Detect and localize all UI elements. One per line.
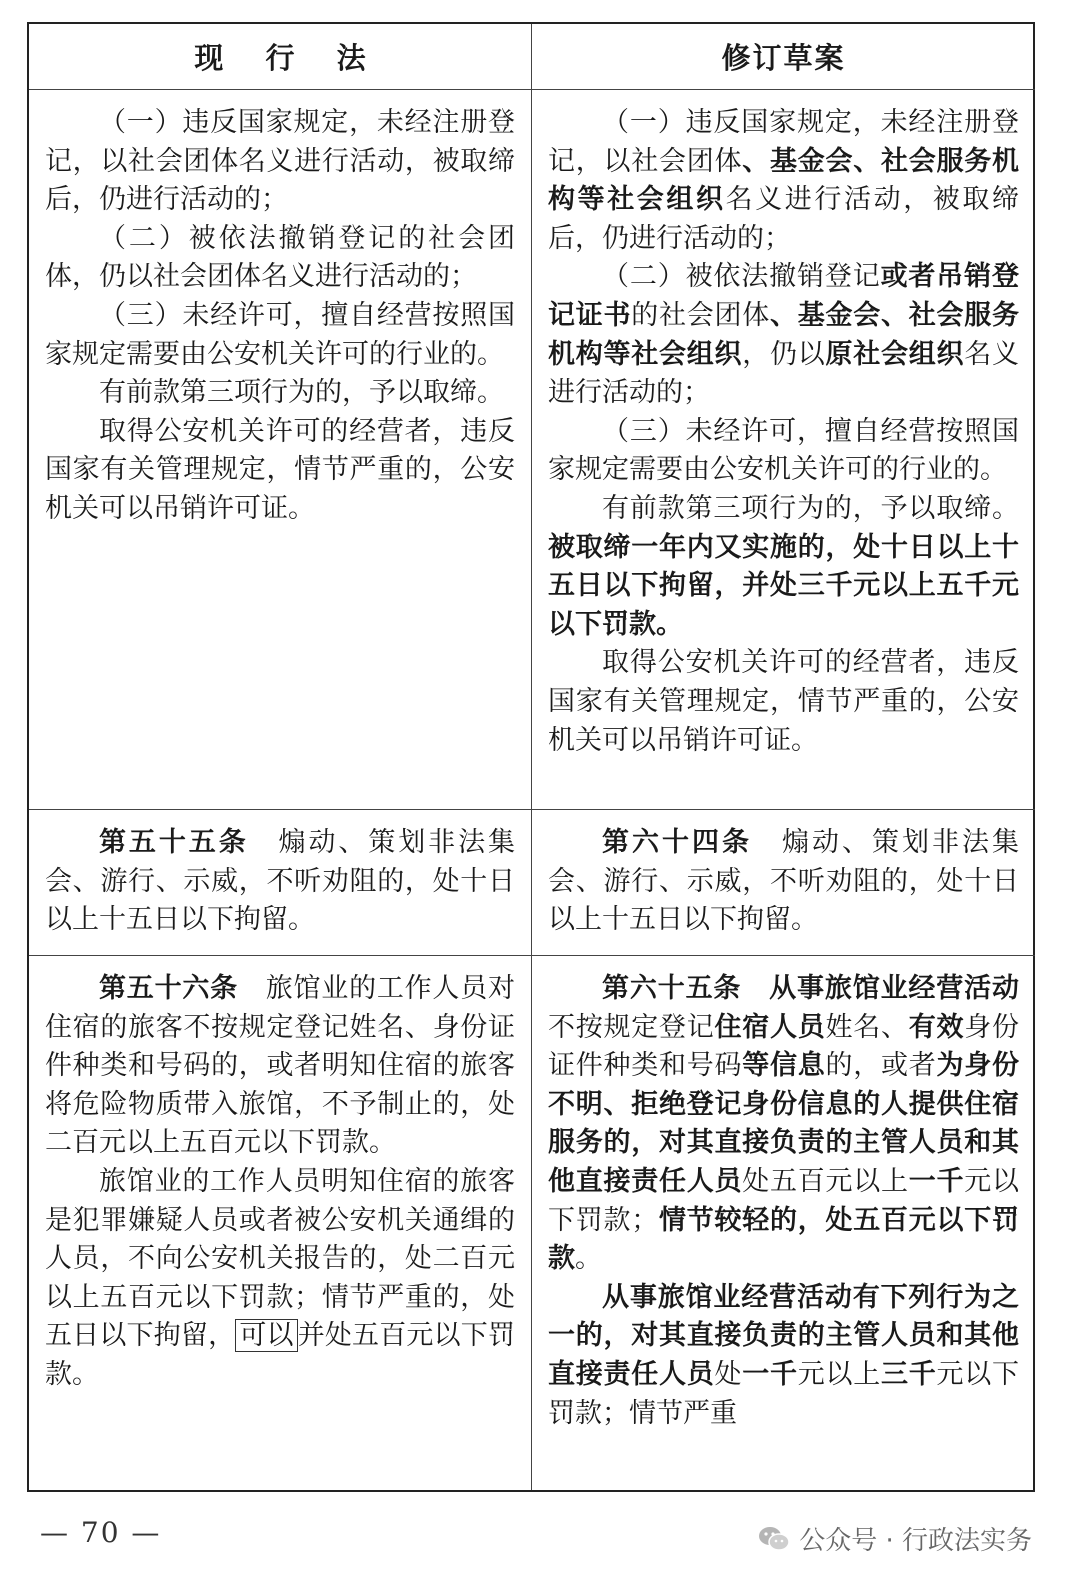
text-run: （三）未经许可，擅自经营按照国家规定需要由公安机关许可的行业的。 [45, 299, 515, 370]
paragraph [45, 413, 515, 529]
paragraph [548, 104, 1019, 258]
text-run: 名义进行活动的； [548, 338, 1019, 409]
text-run: 有前款第三项行为的，予以取缔。 [602, 492, 1019, 524]
watermark-text: 公众号 · 行政法实务 [799, 1526, 1032, 1556]
text-run: 名义进行活动，被取缔后，仍进行活动的； [548, 184, 1020, 254]
paragraph [548, 824, 1019, 940]
text-run: 元以下罚款； [548, 1165, 1019, 1236]
wechat-watermark [757, 1520, 1032, 1557]
text-run: 的社会团体 [631, 299, 770, 331]
bold-text: 第六十五条 从事旅馆业经营活动 [602, 973, 1019, 1004]
row1-current-law [29, 90, 532, 810]
bold-text: 从事旅馆业经营活动有下列行为之一的，对其直接负责的主管人员和其他直接责任人员 [548, 1281, 1019, 1390]
text-run: 处 [714, 1358, 743, 1390]
paragraph [548, 413, 1019, 490]
bold-text: 一千 [908, 1165, 965, 1197]
row2-revised-draft [532, 810, 1035, 956]
bold-text: 或者吊销登记证书 [548, 261, 1020, 331]
bold-text: 第六十四条 [602, 827, 752, 858]
bold-text: 有效 [908, 1011, 965, 1043]
text-run: 元以上 [797, 1358, 881, 1390]
bold-text: 住宿人员 [714, 1011, 826, 1043]
bold-text: 三千 [881, 1358, 937, 1390]
bold-text: 原社会组织 [825, 338, 965, 370]
paragraph [548, 644, 1019, 760]
paragraph [45, 374, 515, 413]
row3-revised-draft [532, 956, 1035, 1490]
text-run: 姓名、 [825, 1011, 909, 1043]
text-run: ，仍以 [742, 338, 826, 370]
header-current-law: 现 行 法 [29, 24, 532, 90]
paragraph [45, 220, 515, 297]
row1-revised-draft [532, 90, 1035, 810]
paragraph [548, 258, 1019, 412]
bold-text: 、基金会、社会服务机构等社会组织 [548, 145, 1019, 216]
text-run: 处五百元以上 [742, 1165, 909, 1197]
paragraph [45, 1163, 515, 1395]
row3-current-law [29, 956, 532, 1490]
text-run: 煽动、策划非法集会、游行、示威，不听劝阻的，处十日以上十五日以下拘留。 [548, 827, 1019, 936]
text-run: （一）违反国家规定，未经注册登记，以社会团体名义进行活动，被取缔后，仍进行活动的； [45, 107, 515, 216]
comparison-table [27, 22, 1035, 1492]
text-run: 身份证件种类和号码 [548, 1011, 1019, 1082]
boxed-text: 可以 [235, 1319, 297, 1352]
paragraph [548, 490, 1019, 644]
bold-text: 第五十六条 [99, 973, 238, 1004]
row2-current-law [29, 810, 532, 956]
bold-text: 等信息 [742, 1050, 826, 1082]
page-number: — 70 — [40, 1516, 162, 1549]
text-run: 的，或者 [825, 1050, 937, 1082]
text-run: 有前款第三项行为的，予以取缔。 [99, 377, 504, 409]
text-run: 取得公安机关许可的经营者，违反国家有关管理规定，情节严重的，公安机关可以吊销许可证。 [45, 415, 515, 524]
text-run: 。 [575, 1243, 602, 1275]
bold-text: 为身份不明、拒绝登记身份信息的人提供住宿服务的，对其直接负责的主管人员和其他直接责任人员 [548, 1050, 1019, 1197]
paragraph [45, 970, 515, 1163]
bold-text: 被取缔一年内又实施的，处十日以上十五日以下拘留，并处三千元以上五千元以下罚款。 [548, 531, 1019, 640]
text-run: 煽动、策划非法集会、游行、示威，不听劝阻的，处十日以上十五日以下拘留。 [45, 827, 516, 936]
text-run: （一）违反国家规定，未经注册登记，以社会团体 [548, 107, 1019, 177]
paragraph [45, 297, 515, 374]
text-run: 旅馆业的工作人员对住宿的旅客不按规定登记姓名、身份证件种类和号码的，或者明知住宿的旅客将危险物质带入旅馆，不予制止的，处二百元以上五百元以下罚款。 [45, 973, 516, 1159]
text-run: （二）被依法撤销登记 [602, 261, 881, 293]
bold-text: 一千 [742, 1358, 798, 1390]
text-run: （二）被依法撤销登记的社会团体，仍以社会团体名义进行活动的； [45, 222, 515, 293]
text-run: 元以下罚款；情节严重 [548, 1358, 1019, 1429]
page-footer [0, 1508, 1080, 1568]
text-run: 并处五百元以下罚款。 [45, 1320, 515, 1390]
text-run: 不按规定登记 [548, 1011, 715, 1043]
header-revised-draft: 修订草案 [532, 24, 1035, 90]
bold-text: 、基金会、社会服务机构等社会组织 [548, 299, 1019, 370]
wechat-logo-icon [757, 1525, 791, 1553]
bold-text: 情节较轻的，处五百元以下罚款 [548, 1204, 1019, 1275]
paragraph [45, 824, 515, 940]
paragraph [45, 104, 515, 220]
paragraph [548, 1279, 1019, 1433]
bold-text: 第五十五条 [99, 827, 249, 858]
text-run: 取得公安机关许可的经营者，违反国家有关管理规定，情节严重的，公安机关可以吊销许可证。 [548, 647, 1019, 756]
text-run: 旅馆业的工作人员明知住宿的旅客是犯罪嫌疑人员或者被公安机关通缉的人员，不向公安机关报告的，处二百元以上五百元以下罚款；情节严重的，处五日以下拘留， [45, 1165, 515, 1352]
paragraph [548, 970, 1019, 1279]
text-run: （三）未经许可，擅自经营按照国家规定需要由公安机关许可的行业的。 [548, 415, 1019, 486]
